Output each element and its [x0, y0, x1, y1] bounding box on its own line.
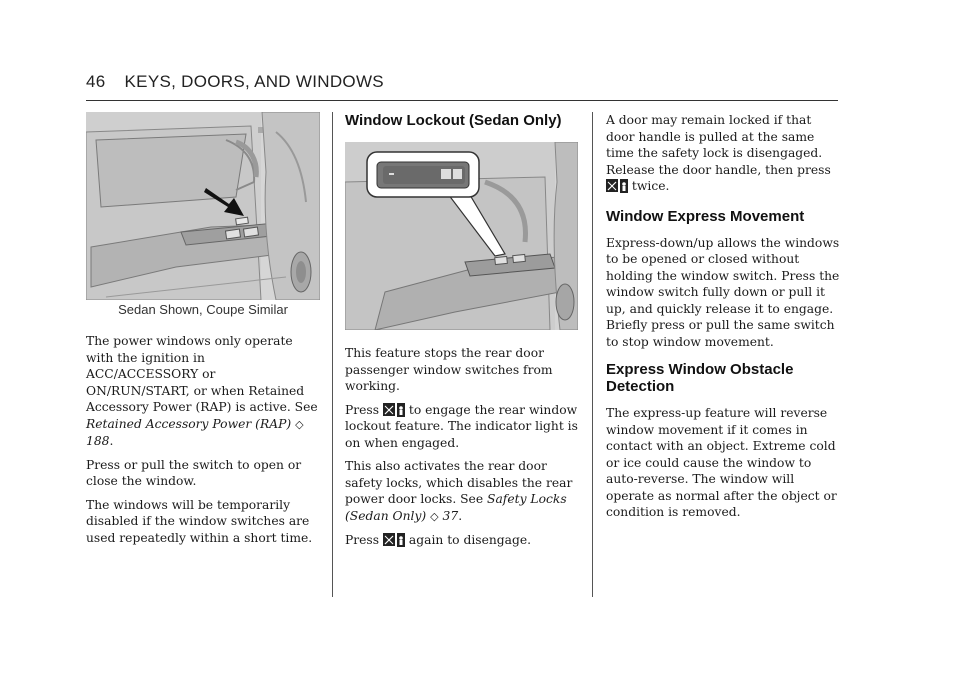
window-lockout-icon	[383, 533, 405, 547]
page-reference-icon: ◇	[430, 509, 439, 523]
paragraph: A door may remain locked if that door handle is pulled at the same time the safety lock is disengaged. Release the door handle, then press twice.	[606, 113, 831, 193]
column-divider	[332, 112, 333, 597]
column-1	[86, 112, 320, 553]
page-number: 46	[86, 72, 106, 91]
window-lockout-icon	[383, 403, 405, 417]
column-2	[345, 112, 581, 556]
cross-reference-link[interactable]: Retained Accessory Power (RAP)	[86, 416, 292, 431]
paragraph: The express-up feature will reverse window movement if it comes in contact with an object. Extreme cold or ice could cause the window to auto-reverse. The window will operate as normal after the object or condition is removed.	[606, 406, 837, 519]
page-reference-icon: ◇	[295, 417, 304, 431]
section-heading: Window Lockout (Sedan Only)	[345, 112, 562, 129]
paragraph: This also activates the rear door safety locks, which disables the rear power door locks. See Safety Locks (Sedan Only) ◇ 37.	[345, 459, 573, 523]
paragraph: Press to engage the rear window lockout feature. The indicator light is on when engaged.	[345, 402, 578, 450]
column-3	[606, 112, 842, 528]
header-rule	[86, 100, 838, 101]
cross-reference-page[interactable]: 188	[86, 434, 110, 448]
column-divider	[592, 112, 593, 597]
section-heading: Express Window Obstacle Detection	[606, 361, 794, 395]
window-lockout-icon	[606, 179, 628, 193]
section-title: KEYS, DOORS, AND WINDOWS	[124, 72, 384, 91]
paragraph: The windows will be temporarily disabled if the window switches are used repeatedly within a short time.	[86, 497, 313, 545]
running-header	[86, 72, 384, 92]
paragraph: Press again to disengage.	[345, 533, 532, 547]
cross-reference-page[interactable]: 37	[442, 508, 459, 523]
figure-caption: Sedan Shown, Coupe Similar	[118, 302, 288, 317]
paragraph: Press or pull the switch to open or close the window.	[86, 457, 302, 488]
paragraph: This feature stops the rear door passenger window switches from working.	[345, 346, 553, 393]
paragraph: The power windows only operate with the ignition in ACC/ACCESSORY or ON/RUN/START, or when Retained Accessory Power (RAP) is active. See Retained Accessory Power (RAP) ◇ 188.	[86, 334, 318, 448]
paragraph: Express-down/up allows the windows to be opened or closed without holding the window switch. Press the window switch fully down or pull it up, and quickly release it to engage. Briefly press or pull the same switch to stop window movement.	[606, 235, 840, 349]
lockout-switch-illustration	[345, 142, 578, 330]
section-heading: Window Express Movement	[606, 207, 805, 225]
door-panel-illustration	[86, 112, 320, 300]
cross-reference-link[interactable]: Safety Locks (Sedan Only)	[345, 492, 567, 523]
